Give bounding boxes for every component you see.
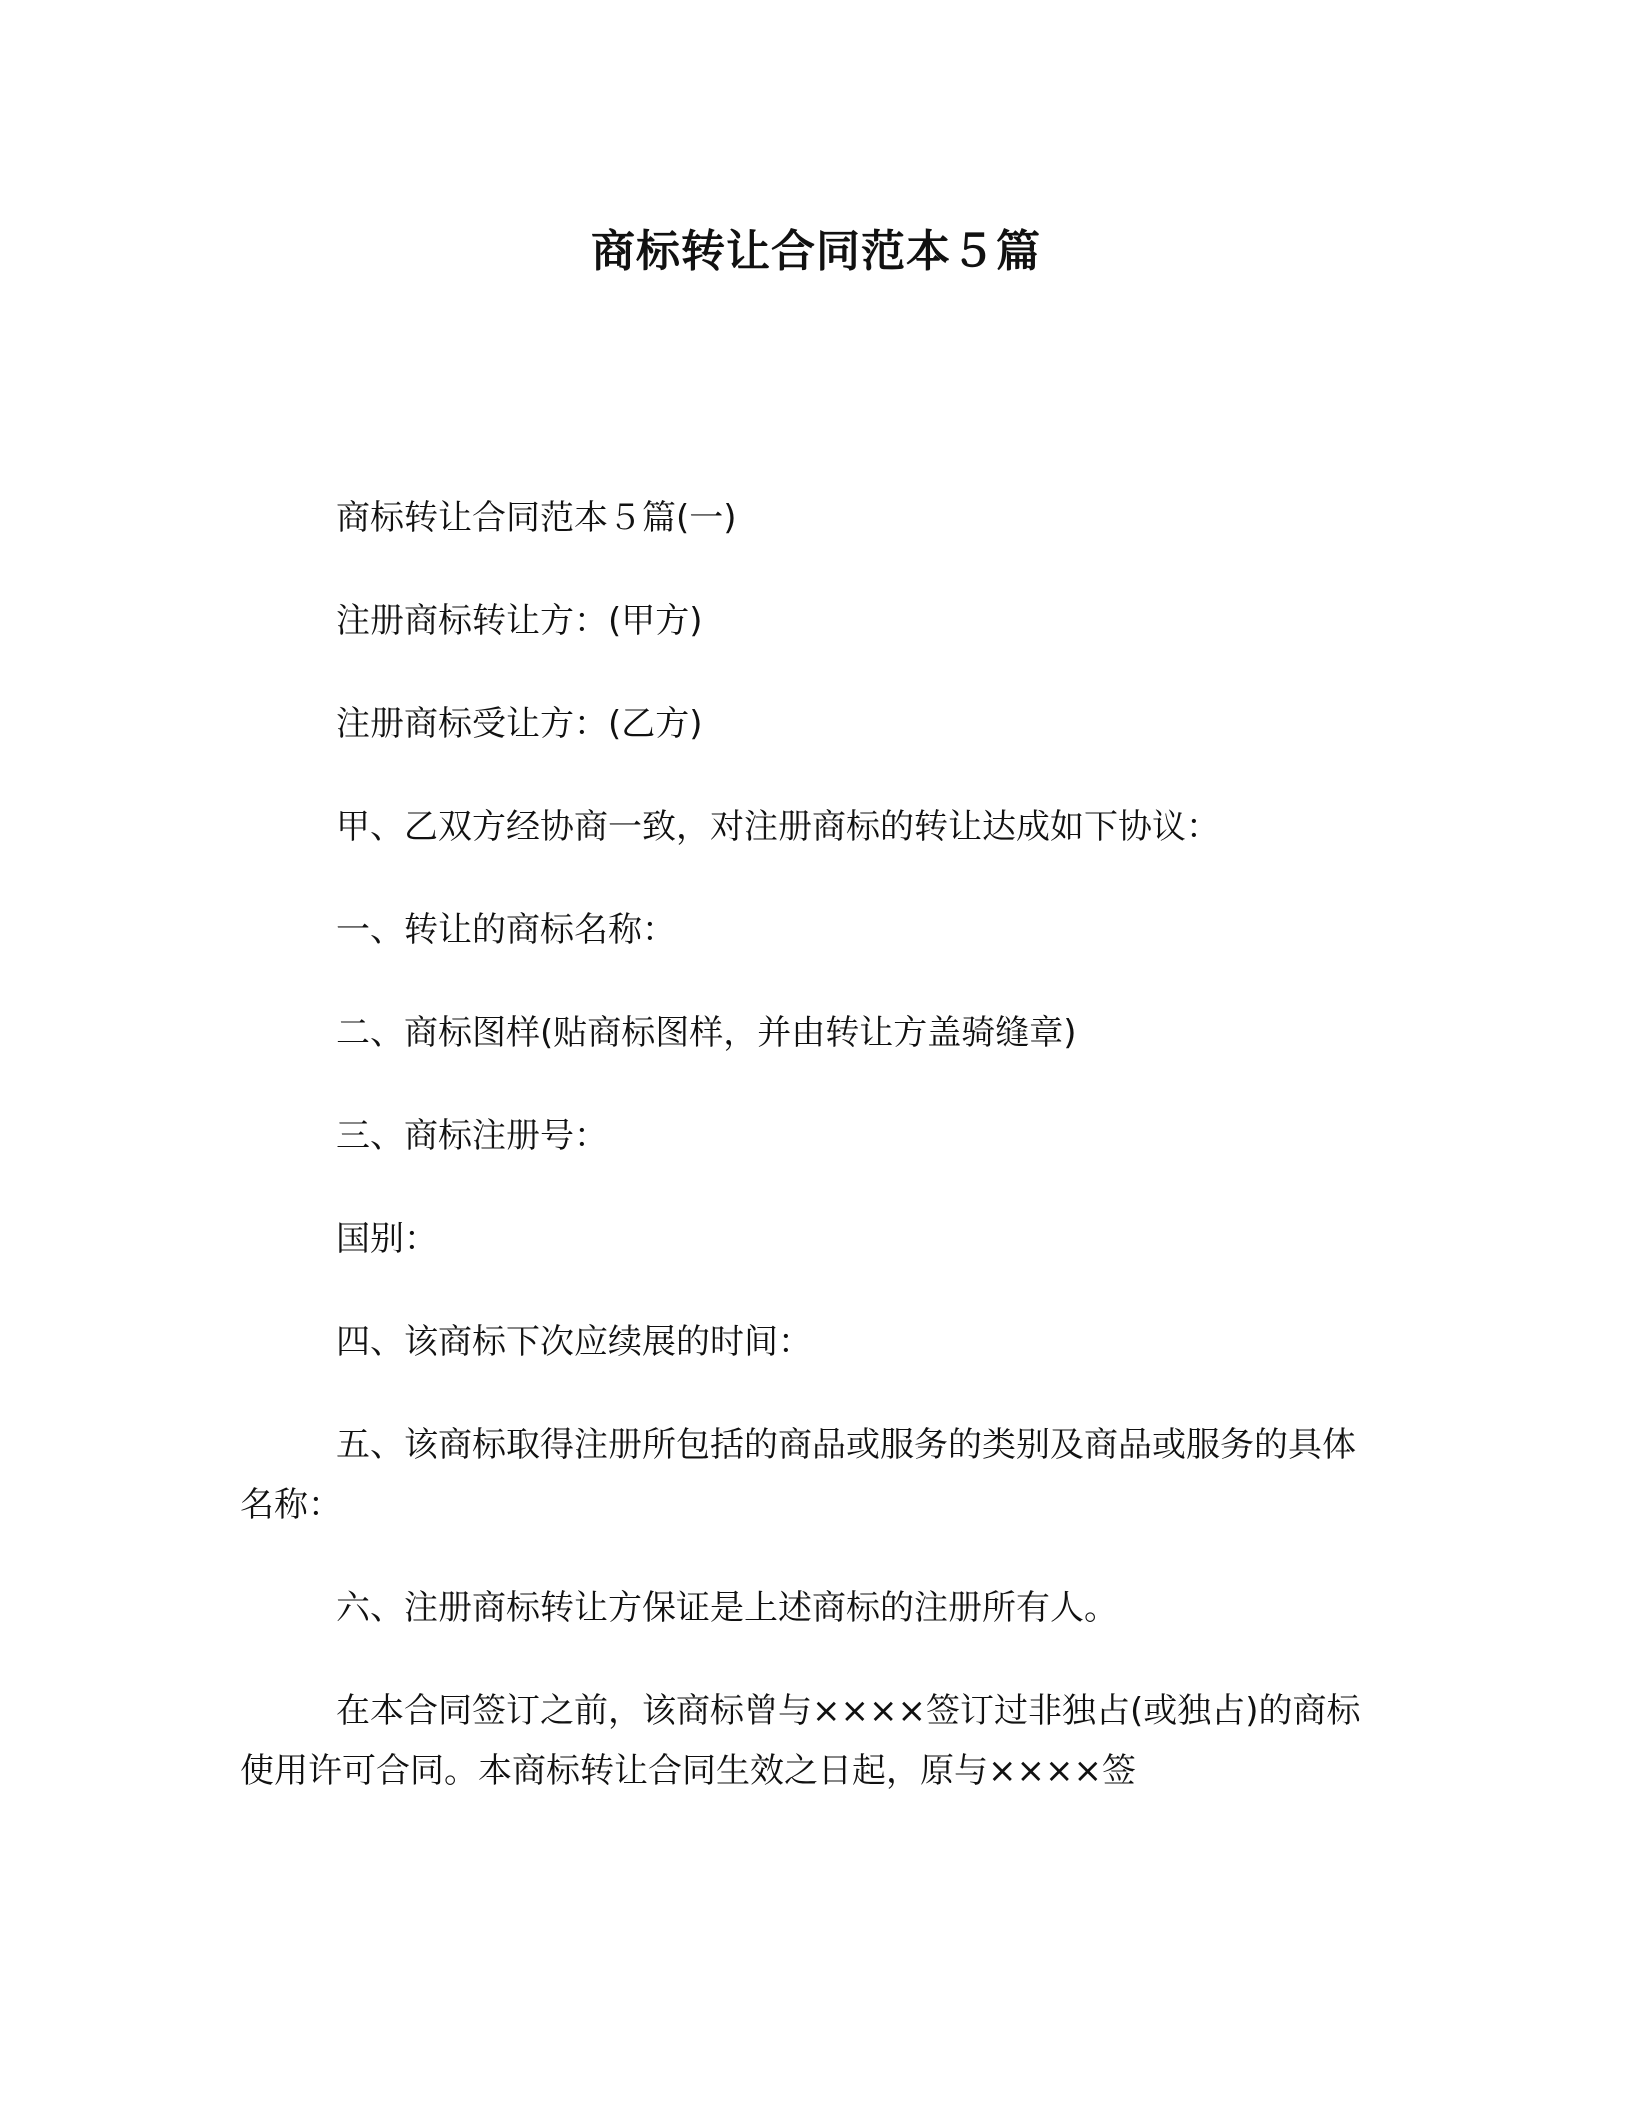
paragraph-agreement-intro: 甲、乙双方经协商一致，对注册商标的转让达成如下协议：	[336, 807, 1220, 847]
document-title: 商标转让合同范本５篇	[591, 226, 1041, 277]
paragraph-license-history: 在本合同签订之前，该商标曾与××××签订过非独占(或独占)的商标使用许可合同。本商标转让合同生效之日起，原与××××签	[240, 1691, 1361, 1791]
paragraph-transferor: 注册商标转让方：(甲方)	[336, 601, 703, 641]
document-body	[240, 488, 1376, 1801]
paragraph-registration-number: 三、商标注册号：	[336, 1116, 608, 1156]
paragraph-country: 国别：	[336, 1219, 438, 1259]
paragraph-section-heading: 商标转让合同范本５篇(一)	[336, 498, 737, 538]
paragraph-goods-services: 五、该商标取得注册所包括的商品或服务的类别及商品或服务的具体名称：	[240, 1425, 1356, 1525]
paragraph-trademark-name: 一、转让的商标名称：	[336, 910, 676, 950]
paragraph-trademark-design: 二、商标图样(贴商标图样，并由转让方盖骑缝章)	[336, 1013, 1077, 1053]
paragraph-transferee: 注册商标受让方：(乙方)	[336, 704, 703, 744]
paragraph-renewal-time: 四、该商标下次应续展的时间：	[336, 1322, 812, 1362]
paragraph-owner-guarantee: 六、注册商标转让方保证是上述商标的注册所有人。	[336, 1588, 1118, 1628]
